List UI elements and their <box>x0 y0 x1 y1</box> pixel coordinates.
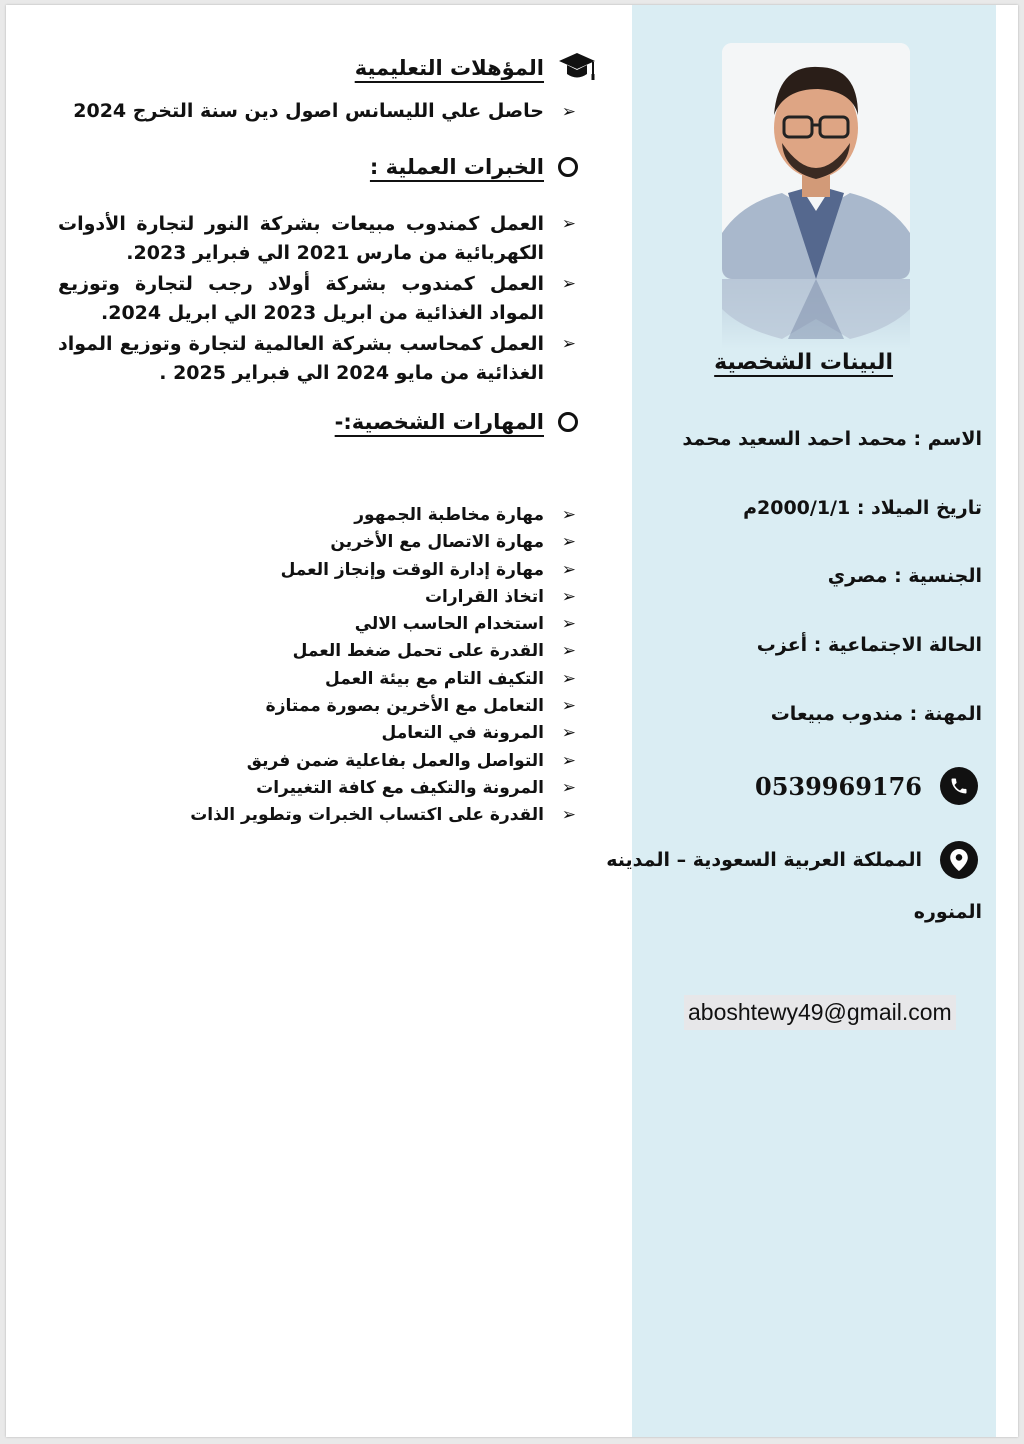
marital-status-line: الحالة الاجتماعية : أعزب <box>756 634 982 656</box>
name-line: الاسم : محمد احمد السعيد محمد <box>682 428 982 450</box>
list-item <box>190 666 578 693</box>
arrowhead-bullet-icon: ➢ <box>561 668 576 689</box>
phone-icon <box>940 767 978 805</box>
phone-row <box>755 767 978 805</box>
arrowhead-bullet-icon: ➢ <box>561 214 576 234</box>
location-line-1: المملكة العربية السعودية – المدينه <box>606 849 922 871</box>
arrowhead-bullet-icon: ➢ <box>561 750 576 771</box>
skill-text: المرونة والتكيف مع كافة التغييرات <box>256 777 544 798</box>
arrowhead-bullet-icon: ➢ <box>561 614 576 635</box>
phone-number: 0539969176 <box>755 771 922 801</box>
education-heading <box>355 49 596 87</box>
skill-text: مهارة الاتصال مع الأخرين <box>330 532 544 553</box>
circle-bullet-icon <box>558 157 578 177</box>
experience-item-text: العمل كمندوب مبيعات بشركة النور لتجارة الأدوات الكهربائية من مارس 2021 الي فبراير 2023. <box>58 213 544 264</box>
skill-text: اتخاذ القرارات <box>424 586 544 607</box>
arrowhead-bullet-icon: ➢ <box>561 274 576 294</box>
experience-item-text: العمل كمحاسب بشركة العالمية لتجارة وتوزيع المواد الغذائية من مايو 2024 الي فبراير 2025 . <box>58 333 544 384</box>
skill-text: التواصل والعمل بفاعلية ضمن فريق <box>246 750 544 771</box>
skill-text: القدرة على تحمل ضغط العمل <box>292 641 544 662</box>
list-item <box>190 502 578 529</box>
list-item <box>58 210 578 268</box>
experience-heading-text: الخبرات العملية : <box>369 155 544 179</box>
list-item <box>190 802 578 829</box>
education-heading-text: المؤهلات التعليمية <box>354 56 544 80</box>
personal-info-sidebar <box>606 5 996 1437</box>
list-item <box>190 720 578 747</box>
arrowhead-bullet-icon: ➢ <box>561 777 576 798</box>
arrowhead-bullet-icon: ➢ <box>561 586 576 607</box>
personal-info-title: البينات الشخصية <box>714 350 893 375</box>
list-item <box>58 270 578 328</box>
arrowhead-bullet-icon: ➢ <box>561 805 576 826</box>
arrowhead-bullet-icon: ➢ <box>561 532 576 553</box>
arrowhead-bullet-icon: ➢ <box>561 723 576 744</box>
list-item <box>190 775 578 802</box>
experience-item-text: العمل كمندوب بشركة أولاد رجب لتجارة وتوزيع المواد الغذائية من ابريل 2023 الي ابريل 2024. <box>58 273 544 324</box>
arrowhead-bullet-icon: ➢ <box>561 559 576 580</box>
list-item <box>190 557 578 584</box>
graduation-cap-icon <box>558 49 596 87</box>
skill-text: المرونة في التعامل <box>381 723 544 744</box>
circle-bullet-icon <box>558 412 578 432</box>
location-pin-icon <box>940 841 978 879</box>
skills-heading-text: المهارات الشخصية:- <box>334 410 544 434</box>
skill-text: مهارة مخاطبة الجمهور <box>354 505 544 525</box>
email-address[interactable]: aboshtewy49@gmail.com <box>684 995 956 1030</box>
birth-date-line: تاريخ الميلاد : 2000/1/1م <box>743 497 982 519</box>
occupation-line: المهنة : مندوب مبيعات <box>770 703 982 725</box>
skill-text: التعامل مع الأخرين بصورة ممتازة <box>265 696 544 717</box>
arrowhead-bullet-icon: ➢ <box>561 102 576 122</box>
list-item <box>190 529 578 556</box>
arrowhead-bullet-icon: ➢ <box>561 334 576 354</box>
nationality-line: الجنسية : مصري <box>827 565 982 587</box>
list-item <box>190 611 578 638</box>
location-line-2: المنوره <box>913 901 982 923</box>
list-item <box>190 638 578 665</box>
resume-page <box>6 5 1018 1437</box>
list-item <box>58 330 578 388</box>
profile-photo <box>722 43 910 279</box>
skill-text: التكيف التام مع بيئة العمل <box>325 668 544 689</box>
experience-heading <box>370 155 578 179</box>
location-row <box>606 841 978 879</box>
skill-text: القدرة على اكتساب الخبرات وتطوير الذات <box>190 805 544 826</box>
skill-text: مهارة إدارة الوقت وإنجاز العمل <box>280 559 544 580</box>
profile-photo-reflection <box>722 279 910 349</box>
list-item <box>190 693 578 720</box>
experience-list <box>58 210 578 390</box>
skill-text: استخدام الحاسب الالي <box>354 614 544 635</box>
arrowhead-bullet-icon: ➢ <box>561 505 576 525</box>
arrowhead-bullet-icon: ➢ <box>561 696 576 717</box>
list-item <box>190 584 578 611</box>
skills-heading <box>335 410 578 434</box>
skills-list <box>190 502 578 830</box>
education-item-text: حاصل علي الليسانس اصول دين سنة التخرج 2024 <box>73 100 544 122</box>
education-item <box>73 100 578 122</box>
arrowhead-bullet-icon: ➢ <box>561 641 576 662</box>
list-item <box>190 748 578 775</box>
